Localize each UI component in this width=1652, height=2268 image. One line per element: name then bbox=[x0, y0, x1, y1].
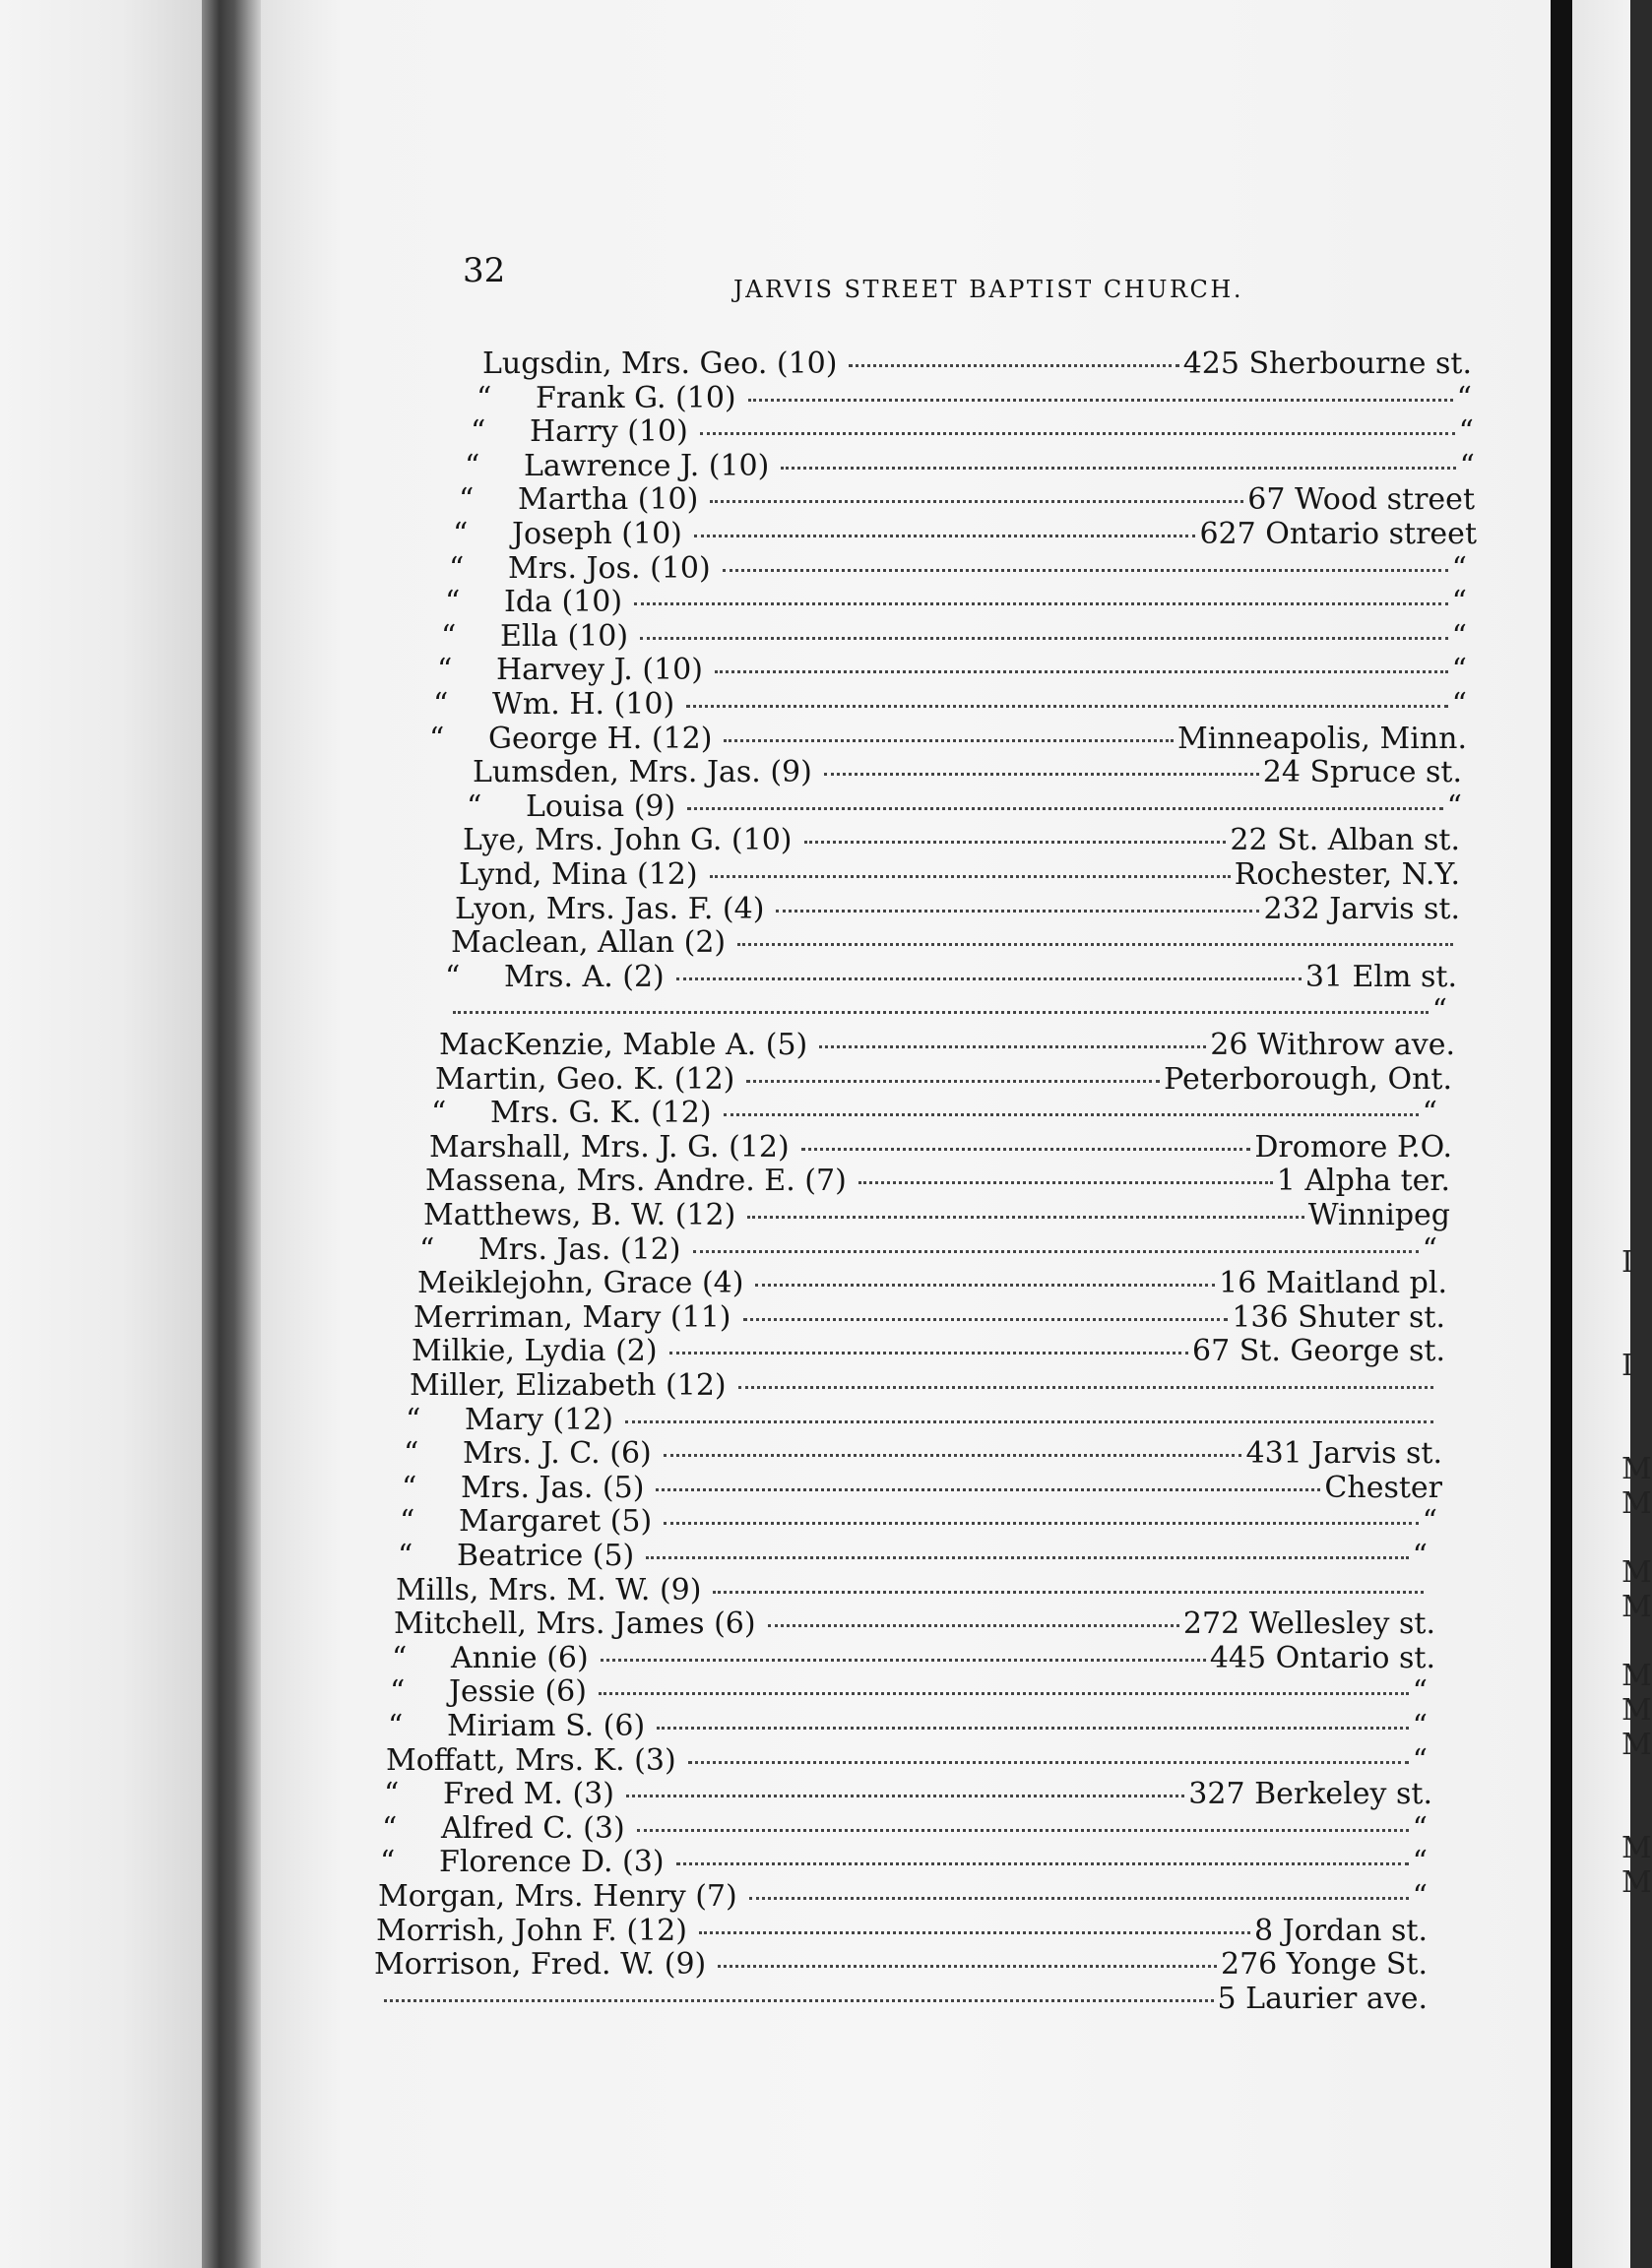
member-name-text: Joseph (10) bbox=[512, 517, 682, 551]
page-gutter bbox=[1551, 0, 1572, 2268]
ditto-mark: “ bbox=[437, 653, 453, 688]
ditto-mark: “ bbox=[431, 1096, 447, 1131]
ditto-mark: “ bbox=[402, 1470, 417, 1505]
member-address: 24 Spruce st. bbox=[1262, 755, 1462, 790]
member-address: Dromore P.O. bbox=[1254, 1129, 1452, 1165]
member-address: “ bbox=[1451, 585, 1467, 620]
member-address: “ bbox=[1451, 618, 1467, 654]
member-name-text: Alfred C. (3) bbox=[441, 1810, 625, 1846]
member-name-text: Mrs. Jas. (5) bbox=[461, 1470, 645, 1505]
member-address: “ bbox=[1412, 1845, 1428, 1880]
dot-leader bbox=[626, 1795, 1184, 1797]
dot-leader bbox=[686, 705, 1447, 708]
ditto-mark: “ bbox=[419, 1231, 435, 1267]
dot-leader bbox=[801, 1148, 1251, 1151]
member-address: “ bbox=[1456, 380, 1472, 415]
dot-leader bbox=[640, 637, 1448, 640]
member-name-text: Lumsden, Mrs. Jas. (9) bbox=[473, 755, 812, 790]
member-address: “ bbox=[1412, 1810, 1428, 1846]
member-address: 327 Berkeley st. bbox=[1188, 1777, 1432, 1812]
ditto-mark: “ bbox=[449, 550, 465, 586]
dot-leader bbox=[699, 1931, 1250, 1934]
cropped-letter: M bbox=[1621, 1831, 1652, 1865]
member-name-text: Mrs. J. C. (6) bbox=[463, 1436, 652, 1472]
dot-leader bbox=[749, 1897, 1409, 1900]
dot-leader bbox=[723, 569, 1448, 572]
member-name-text: MacKenzie, Mable A. (5) bbox=[439, 1028, 808, 1062]
member-address: 272 Wellesley st. bbox=[1182, 1606, 1435, 1642]
member-name-text: Morrison, Fred. W. (9) bbox=[374, 1947, 707, 1983]
dot-leader bbox=[718, 1965, 1217, 1968]
ditto-mark: “ bbox=[404, 1436, 419, 1472]
dot-leader bbox=[713, 1591, 1424, 1594]
dot-leader bbox=[676, 1862, 1409, 1865]
dot-leader bbox=[858, 1181, 1273, 1184]
dot-leader bbox=[700, 432, 1455, 435]
dot-leader bbox=[601, 1659, 1206, 1662]
ditto-mark: “ bbox=[392, 1640, 408, 1675]
dot-leader bbox=[657, 1727, 1408, 1730]
dot-leader bbox=[724, 739, 1174, 742]
ditto-mark: “ bbox=[406, 1402, 421, 1437]
cropped-letter: M bbox=[1621, 1659, 1652, 1693]
ditto-mark: “ bbox=[390, 1674, 406, 1710]
member-name-text: Margaret (5) bbox=[459, 1504, 653, 1540]
dot-leader bbox=[804, 841, 1227, 844]
member-address: “ bbox=[1422, 1504, 1437, 1540]
member-address: 431 Jarvis st. bbox=[1245, 1436, 1442, 1472]
member-name-text: Moffatt, Mrs. K. (3) bbox=[386, 1742, 676, 1778]
ditto-mark: “ bbox=[453, 517, 469, 551]
dot-leader bbox=[646, 1556, 1408, 1559]
member-name-text: Meiklejohn, Grace (4) bbox=[417, 1266, 744, 1301]
member-name-text: Fred M. (3) bbox=[443, 1777, 614, 1812]
cropped-letter: I bbox=[1621, 1349, 1633, 1383]
member-name-text: Morrish, John F. (12) bbox=[376, 1913, 687, 1948]
member-address: 445 Ontario st. bbox=[1209, 1640, 1435, 1675]
member-name-text: Maclean, Allan (2) bbox=[451, 925, 727, 961]
dot-leader bbox=[748, 399, 1453, 402]
member-address: “ bbox=[1412, 1539, 1428, 1573]
dot-leader bbox=[724, 1113, 1419, 1116]
dot-leader bbox=[743, 1318, 1229, 1321]
member-name-text: Wm. H. (10) bbox=[492, 687, 675, 722]
book-spine bbox=[202, 0, 261, 2268]
member-address: “ bbox=[1412, 1879, 1428, 1914]
member-name-text: Lugsdin, Mrs. Geo. (10) bbox=[482, 346, 838, 381]
member-address: “ bbox=[1459, 448, 1475, 483]
member-address: “ bbox=[1451, 687, 1467, 722]
dot-leader bbox=[693, 1250, 1419, 1253]
member-address: “ bbox=[1458, 414, 1474, 450]
page-number: 32 bbox=[463, 251, 506, 290]
member-address: 232 Jarvis st. bbox=[1263, 891, 1460, 926]
ditto-mark: “ bbox=[467, 788, 482, 824]
dot-leader bbox=[710, 875, 1231, 878]
member-name-text: Milkie, Lydia (2) bbox=[412, 1334, 658, 1369]
adjacent-page-edge bbox=[1572, 0, 1652, 2268]
member-name-text: Miriam S. (6) bbox=[447, 1709, 646, 1743]
member-address: 22 St. Alban st. bbox=[1230, 823, 1460, 858]
cropped-letter: M bbox=[1621, 1728, 1652, 1762]
member-address: 136 Shuter st. bbox=[1232, 1299, 1445, 1335]
dot-leader bbox=[737, 943, 1453, 946]
document-page bbox=[261, 0, 1551, 2268]
member-name-text: Lye, Mrs. John G. (10) bbox=[463, 823, 793, 858]
member-name-text: Ida (10) bbox=[504, 585, 623, 620]
list-item bbox=[372, 1980, 1428, 2019]
dot-leader bbox=[849, 364, 1178, 367]
cropped-letter: M bbox=[1621, 1452, 1652, 1486]
ditto-mark: “ bbox=[433, 687, 449, 722]
dot-leader bbox=[710, 500, 1243, 503]
ditto-mark: “ bbox=[465, 448, 480, 483]
member-address: “ bbox=[1412, 1674, 1428, 1710]
running-head: JARVIS STREET BAPTIST CHURCH. bbox=[733, 276, 1243, 303]
dot-leader bbox=[755, 1284, 1215, 1287]
member-address: 276 Yonge St. bbox=[1220, 1947, 1428, 1983]
member-name-text: Marshall, Mrs. J. G. (12) bbox=[429, 1129, 790, 1165]
member-address: “ bbox=[1446, 788, 1462, 824]
ditto-mark: “ bbox=[477, 380, 492, 415]
member-address: “ bbox=[1451, 550, 1467, 586]
dot-leader bbox=[637, 1829, 1409, 1832]
member-name-text: Mrs. Jos. (10) bbox=[508, 550, 711, 586]
dot-leader bbox=[715, 670, 1448, 673]
dot-leader bbox=[664, 1522, 1418, 1525]
dot-leader bbox=[669, 1352, 1188, 1354]
dot-leader bbox=[599, 1692, 1409, 1695]
member-name-text: Mills, Mrs. M. W. (9) bbox=[396, 1572, 702, 1607]
ditto-mark: “ bbox=[400, 1504, 415, 1540]
member-name-text: Mary (12) bbox=[465, 1402, 614, 1437]
member-address: 627 Ontario street bbox=[1199, 517, 1477, 551]
member-address: 67 St. George st. bbox=[1192, 1334, 1445, 1369]
ditto-mark: “ bbox=[429, 721, 445, 756]
dot-leader bbox=[676, 977, 1302, 980]
member-name-text: Lyon, Mrs. Jas. F. (4) bbox=[455, 891, 765, 926]
member-name-text: Harvey J. (10) bbox=[496, 653, 703, 688]
member-name-text: Beatrice (5) bbox=[457, 1539, 635, 1573]
member-address: 1 Alpha ter. bbox=[1276, 1164, 1450, 1199]
member-name-text: Merriman, Mary (11) bbox=[413, 1299, 731, 1335]
member-address: Minneapolis, Minn. bbox=[1176, 721, 1467, 756]
member-address: Chester bbox=[1324, 1470, 1442, 1505]
ditto-mark: “ bbox=[382, 1810, 398, 1846]
dot-leader bbox=[746, 1080, 1160, 1083]
member-address: 5 Laurier ave. bbox=[1217, 1981, 1428, 2016]
cropped-letter: M bbox=[1621, 1590, 1652, 1624]
dot-leader bbox=[694, 535, 1196, 537]
member-name-text: Harry (10) bbox=[530, 414, 688, 450]
dot-leader bbox=[824, 773, 1259, 776]
member-name-text: Morgan, Mrs. Henry (7) bbox=[378, 1879, 737, 1914]
cropped-letter: M bbox=[1621, 1865, 1652, 1900]
cropped-letter: M bbox=[1621, 1555, 1652, 1590]
left-page-margin bbox=[0, 0, 202, 2268]
member-address: 8 Jordan st. bbox=[1254, 1913, 1428, 1948]
member-name-text: Annie (6) bbox=[451, 1640, 589, 1675]
dot-leader bbox=[819, 1045, 1206, 1048]
member-address: “ bbox=[1431, 993, 1447, 1029]
dot-leader bbox=[625, 1420, 1433, 1423]
dot-leader bbox=[453, 1011, 1429, 1014]
dot-leader bbox=[384, 1999, 1214, 2002]
member-name-text: Miller, Elizabeth (12) bbox=[410, 1368, 727, 1403]
ditto-mark: “ bbox=[459, 482, 475, 518]
member-name-text: Ella (10) bbox=[500, 618, 629, 654]
ditto-mark: “ bbox=[471, 414, 486, 450]
member-address: “ bbox=[1422, 1231, 1437, 1267]
member-name-text: Frank G. (10) bbox=[536, 380, 736, 415]
dot-leader bbox=[738, 1386, 1433, 1389]
dot-leader bbox=[768, 1624, 1179, 1627]
cropped-letter: I bbox=[1621, 1245, 1633, 1280]
member-name-text: Mrs. G. K. (12) bbox=[490, 1096, 712, 1131]
dot-leader bbox=[664, 1454, 1242, 1457]
dot-leader bbox=[688, 1761, 1409, 1764]
ditto-mark: “ bbox=[441, 618, 457, 654]
ditto-mark: “ bbox=[445, 585, 461, 620]
dot-leader bbox=[776, 910, 1259, 913]
member-address: “ bbox=[1451, 653, 1467, 688]
ditto-mark: “ bbox=[445, 959, 461, 994]
member-name-text: Lynd, Mina (12) bbox=[459, 857, 698, 892]
dot-leader bbox=[656, 1488, 1320, 1491]
member-address: “ bbox=[1412, 1742, 1428, 1778]
member-name-text: George H. (12) bbox=[488, 721, 713, 756]
dot-leader bbox=[781, 467, 1455, 470]
cropped-letter: M bbox=[1621, 1486, 1652, 1521]
member-name-text: Martha (10) bbox=[518, 482, 699, 518]
member-address: Winnipeg bbox=[1307, 1198, 1450, 1232]
member-address: Rochester, N.Y. bbox=[1234, 857, 1460, 892]
member-name-text: Mrs. A. (2) bbox=[504, 959, 665, 994]
member-name-text: Mitchell, Mrs. James (6) bbox=[394, 1606, 756, 1642]
member-name-text: Mrs. Jas. (12) bbox=[478, 1231, 681, 1267]
ditto-mark: “ bbox=[384, 1777, 400, 1812]
dot-leader bbox=[687, 807, 1442, 810]
dot-leader bbox=[634, 602, 1448, 605]
member-name-text: Florence D. (3) bbox=[439, 1845, 665, 1880]
cropped-letter: M bbox=[1621, 1693, 1652, 1728]
member-name-text: Massena, Mrs. Andre. E. (7) bbox=[425, 1164, 847, 1199]
member-list bbox=[261, 0, 1551, 2268]
ditto-mark: “ bbox=[380, 1845, 396, 1880]
ditto-mark: “ bbox=[388, 1709, 404, 1743]
member-address: “ bbox=[1412, 1709, 1428, 1743]
member-address: 425 Sherbourne st. bbox=[1182, 346, 1472, 381]
ditto-mark: “ bbox=[398, 1539, 413, 1573]
member-name-text: Martin, Geo. K. (12) bbox=[435, 1061, 735, 1097]
dot-leader bbox=[747, 1216, 1303, 1219]
member-address: 26 Withrow ave. bbox=[1210, 1028, 1455, 1062]
member-address: 67 Wood street bbox=[1247, 482, 1475, 518]
member-name-text: Matthews, B. W. (12) bbox=[423, 1198, 736, 1232]
member-address: “ bbox=[1422, 1096, 1437, 1131]
member-name-text: Jessie (6) bbox=[449, 1674, 587, 1710]
member-address: 31 Elm st. bbox=[1304, 959, 1457, 994]
member-address: Peterborough, Ont. bbox=[1164, 1061, 1452, 1097]
member-name-text: Louisa (9) bbox=[526, 788, 676, 824]
member-address: 16 Maitland pl. bbox=[1219, 1266, 1447, 1301]
member-name-text: Lawrence J. (10) bbox=[524, 448, 770, 483]
